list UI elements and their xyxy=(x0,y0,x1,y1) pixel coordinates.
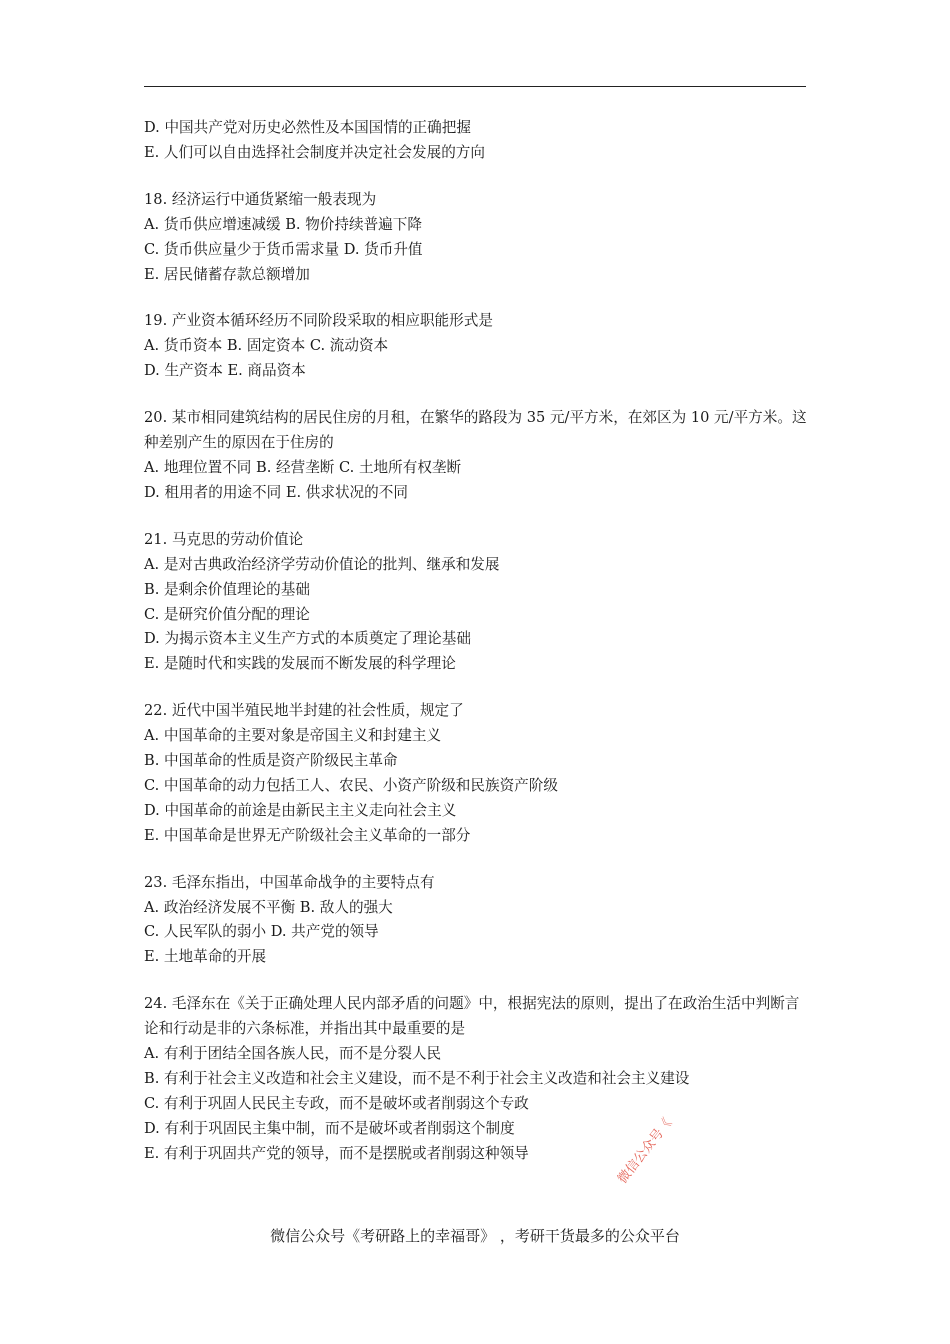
option-line: E. 是随时代和实践的发展而不断发展的科学理论 xyxy=(144,655,456,673)
option-line: C. 货币供应量少于货币需求量 D. 货币升值 xyxy=(144,240,423,258)
option-line: C. 中国革命的动力包括工人、农民、小资产阶级和民族资产阶级 xyxy=(144,776,558,794)
option-line: C. 人民军队的弱小 D. 共产党的领导 xyxy=(144,923,379,941)
page-footer: 微信公众号《考研路上的幸福哥》 ，考研干货最多的公众平台 xyxy=(270,1227,680,1245)
option-line: D. 生产资本 E. 商品资本 xyxy=(144,362,306,380)
question-22 xyxy=(144,699,808,848)
question-21 xyxy=(144,528,808,677)
option-line: D. 租用者的用途不同 E. 供求状况的不同 xyxy=(144,483,408,501)
option-line: B. 中国革命的性质是资产阶级民主革命 xyxy=(144,752,398,770)
option-line: E. 人们可以自由选择社会制度并决定社会发展的方向 xyxy=(144,143,485,161)
option-line: C. 有利于巩固人民民主专政，而不是破坏或者削弱这个专政 xyxy=(144,1094,529,1112)
question-stem: 20. 某市相同建筑结构的居民住房的月租，在繁华的路段为 35 元/平方米，在郊区为 10 元/平方米。这种差别产生的原因在于住房的 xyxy=(144,409,807,452)
header-rule xyxy=(144,86,806,87)
option-line: E. 中国革命是世界无产阶级社会主义革命的一部分 xyxy=(144,826,471,844)
option-line: A. 有利于团结全国各族人民，而不是分裂人民 xyxy=(144,1045,442,1063)
option-line: A. 是对古典政治经济学劳动价值论的批判、继承和发展 xyxy=(144,555,500,573)
watermark-stamp: 微信公众号《 xyxy=(615,1115,676,1187)
option-line: D. 中国共产党对历史必然性及本国国情的正确把握 xyxy=(144,119,471,136)
question-stem: 24. 毛泽东在《关于正确处理人民内部矛盾的问题》中，根据宪法的原则，提出了在政治生活中判断言论和行动是非的六条标准，并指出其中最重要的是 xyxy=(144,995,800,1038)
question-20 xyxy=(144,406,808,506)
option-line: C. 是研究价值分配的理论 xyxy=(144,605,310,623)
continued-options xyxy=(144,116,808,166)
option-line: A. 货币资本 B. 固定资本 C. 流动资本 xyxy=(144,337,389,355)
option-line: E. 土地革命的开展 xyxy=(144,948,267,966)
question-stem: 21. 马克思的劳动价值论 xyxy=(144,530,304,548)
question-stem: 22. 近代中国半殖民地半封建的社会性质，规定了 xyxy=(144,702,464,720)
question-stem: 23. 毛泽东指出，中国革命战争的主要特点有 xyxy=(144,873,435,891)
option-line: E. 有利于巩固共产党的领导，而不是摆脱或者削弱这种领导 xyxy=(144,1144,529,1162)
option-line: D. 中国革命的前途是由新民主主义走向社会主义 xyxy=(144,801,457,819)
question-18 xyxy=(144,188,808,288)
question-23 xyxy=(144,871,808,971)
option-line: A. 货币供应增速减缓 B. 物价持续普遍下降 xyxy=(144,215,422,233)
question-stem: 18. 经济运行中通货紧缩一般表现为 xyxy=(144,190,377,208)
option-line: E. 居民储蓄存款总额增加 xyxy=(144,265,310,283)
option-line: B. 有利于社会主义改造和社会主义建设，而不是不利于社会主义改造和社会主义建设 xyxy=(144,1070,690,1087)
option-line: A. 地理位置不同 B. 经营垄断 C. 土地所有权垄断 xyxy=(144,458,462,476)
option-line: A. 中国革命的主要对象是帝国主义和封建主义 xyxy=(144,727,442,745)
question-19 xyxy=(144,309,808,384)
option-line: A. 政治经济发展不平衡 B. 敌人的强大 xyxy=(144,898,393,916)
option-line: B. 是剩余价值理论的基础 xyxy=(144,580,310,598)
exam-content xyxy=(144,116,808,1189)
question-24 xyxy=(144,992,808,1166)
option-line: D. 为揭示资本主义生产方式的本质奠定了理论基础 xyxy=(144,630,471,648)
question-stem: 19. 产业资本循环经历不同阶段采取的相应职能形式是 xyxy=(144,312,493,330)
option-line: D. 有利于巩固民主集中制，而不是破坏或者削弱这个制度 xyxy=(144,1119,515,1137)
